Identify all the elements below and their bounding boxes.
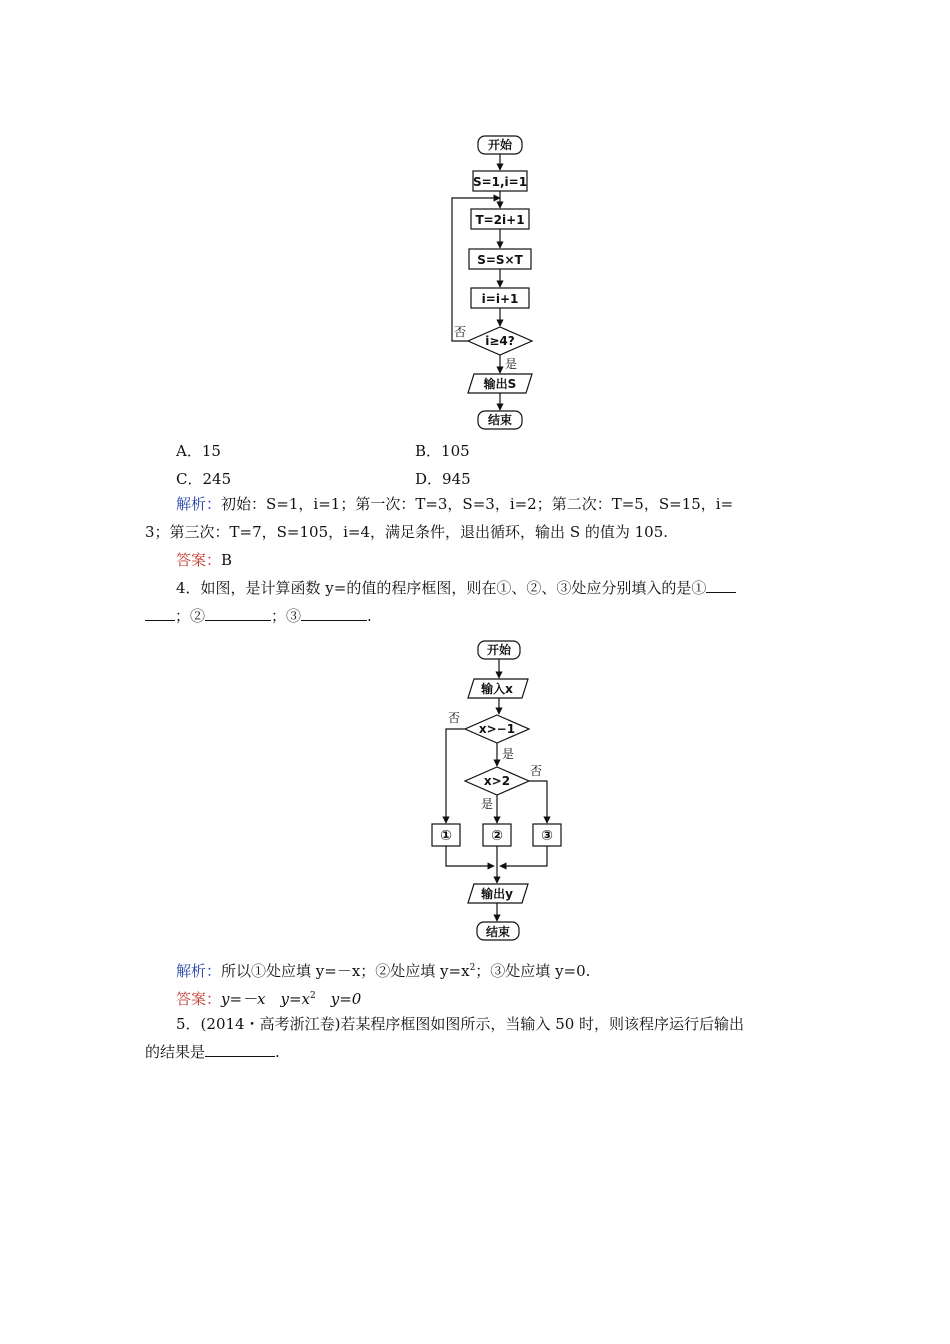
q4-answer (176, 986, 361, 1009)
option-d: D．945 (415, 470, 471, 488)
box-3-text: ③ (541, 828, 553, 844)
q4-stem-text: 4．如图，是计算函数 y=的值的程序框图，则在①、②、③处应分别填入的是① (176, 579, 707, 597)
step-s-text: S=S×T (477, 253, 523, 267)
yes-label: 是 (505, 357, 518, 371)
step-t-text: T=2i+1 (475, 213, 525, 227)
start-text-2: 开始 (486, 643, 512, 657)
q5-end: . (275, 1043, 280, 1061)
analysis-text-2b: ；③处应填 y=0. (475, 962, 591, 980)
output-text: 输出S (483, 377, 517, 391)
q4-sep-3: ；③ (271, 607, 302, 625)
answer-label: 答案： (176, 551, 222, 569)
analysis-sup: 2 (469, 963, 476, 973)
option-b: B．105 (415, 442, 470, 460)
condition-text: i≥4? (485, 334, 515, 348)
condition-2-text: x>2 (483, 774, 511, 788)
init-text: S=1,i=1 (472, 175, 528, 189)
end-text: 结束 (487, 413, 513, 427)
q5-stem-line1: 5．(2014・高考浙江卷)若某程序框图如图所示，当输入 50 时，则该程序运行后输出 (176, 1015, 745, 1033)
option-c: C．245 (176, 470, 232, 488)
answer-text-2a: y=－x y=x (221, 990, 311, 1008)
step-i-text: i=i+1 (481, 292, 519, 306)
blank-q5 (205, 1042, 275, 1057)
analysis-label-2: 解析： (176, 962, 222, 980)
q4-sep-2: ；② (175, 607, 206, 625)
q5-stem-line2 (145, 1042, 280, 1062)
option-a: A．15 (176, 442, 221, 460)
start-text: 开始 (487, 138, 513, 152)
analysis-text-2a: 所以①处应填 y=－x；②处应填 y=x (221, 962, 470, 980)
yes-label-1: 是 (502, 747, 515, 761)
answer-text: B (221, 551, 233, 569)
box-2-text: ② (491, 828, 503, 844)
analysis-label: 解析： (176, 495, 222, 513)
no-label-1: 否 (448, 711, 461, 725)
output-text-2: 输出y (481, 887, 513, 901)
condition-1-text: x>−1 (478, 722, 516, 736)
q5-text: 的结果是 (145, 1043, 206, 1061)
yes-label-2: 是 (481, 797, 494, 811)
q4-analysis (176, 958, 590, 981)
answer-label-2: 答案： (176, 990, 222, 1008)
q4-end: . (367, 607, 372, 625)
analysis-text: 初始：S=1，i=1；第一次：T=3，S=3，i=2；第二次：T=5，S=15，i= (221, 495, 734, 513)
box-1-text: ① (440, 828, 452, 844)
no-label-2: 否 (530, 764, 543, 778)
answer-text-2b: y=0 (315, 990, 362, 1008)
answer-sup: 2 (310, 991, 316, 1001)
no-label: 否 (454, 325, 467, 339)
q3-analysis-line2: 3；第三次：T=7，S=105，i=4，满足条件，退出循环，输出 S 的值为 105. (145, 523, 669, 541)
end-text-2: 结束 (485, 925, 511, 939)
input-text: 输入x (481, 682, 513, 696)
